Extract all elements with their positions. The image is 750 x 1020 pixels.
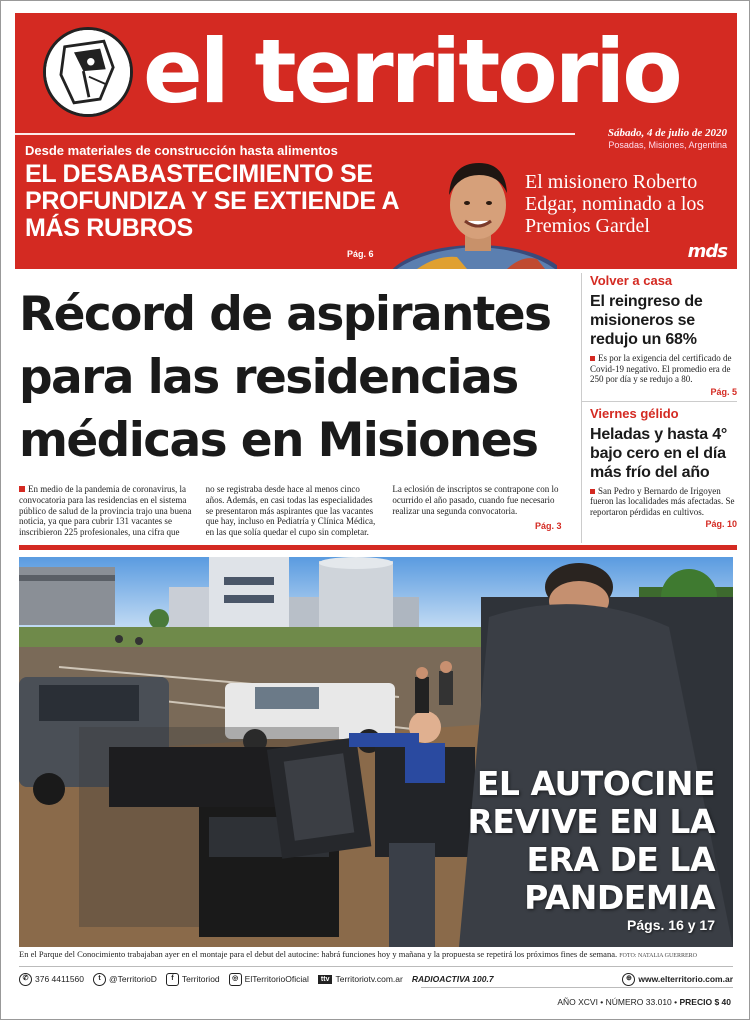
sidebar-page: Pág. 5 xyxy=(710,386,737,397)
main-headline: Récord de aspirantes para las residencias médicas en Misiones xyxy=(19,287,551,468)
sidebar-headline: Heladas y hasta 4° bajo cero en el día más frío del año xyxy=(590,425,728,481)
bullet-square-icon xyxy=(590,356,595,361)
sidebar-page: Pág. 10 xyxy=(705,519,737,529)
top-story-kicker: Desde materiales de construcción hasta alimentos xyxy=(25,143,338,158)
edition-date: Sábado, 4 de julio de 2020 xyxy=(607,127,727,139)
photo-credit: FOTO: NATALIA GUERRERO xyxy=(619,953,697,959)
bullet-square-icon xyxy=(590,489,595,494)
photo-story-headline: EL AUTOCINE REVIVE EN LA ERA DE LA PANDEMIA xyxy=(467,764,715,917)
footer-twitter[interactable]: t @TerritorioD xyxy=(93,973,157,986)
tv-logo-icon: ttv xyxy=(318,975,333,984)
logo-emblem-icon xyxy=(43,27,133,117)
footer xyxy=(19,971,733,987)
sidebar-headline: El reingreso de misioneros se redujo un 68% xyxy=(590,293,703,348)
footer-tv[interactable]: ttv Territoriotv.com.ar xyxy=(318,974,403,984)
footer-divider xyxy=(421,987,733,988)
photo-caption: En el Parque del Conocimiento trabajaban ayer en el montaje para el debut del autocine: habrá funciones hoy y mañana y la propuesta se repetirá los próximos fines de semana. FOTO: NATALIA GUERRERO xyxy=(19,949,697,959)
sidebar xyxy=(581,273,737,543)
footer-radio[interactable]: RADIOACTIVA 100.7 xyxy=(411,974,494,984)
bullet-square-icon xyxy=(19,486,25,492)
section-logo-mds: mds xyxy=(687,241,727,262)
footer-whatsapp[interactable]: ✆ 376 4411560 xyxy=(19,973,84,986)
sidebar-kicker: Volver a casa xyxy=(590,273,673,288)
main-story-column: no se registraba desde hace al menos cinco años. Además, en casi todas las especialidades se presentaron más aspirantes que las vacantes que hay, incluso en Pediatría y Clínica Médica, en las que solía quedar el cupo sin completar. xyxy=(205,484,376,538)
price: PRECIO $ 40 xyxy=(679,997,731,1007)
sidebar-story xyxy=(582,273,737,397)
brand-name: el territorio xyxy=(143,20,680,123)
instagram-icon: ◎ xyxy=(229,973,242,986)
footer-divider xyxy=(19,966,733,967)
edition-place: Posadas, Misiones, Argentina xyxy=(608,140,727,150)
whatsapp-icon: ✆ xyxy=(19,973,32,986)
main-story-body xyxy=(19,484,567,538)
footer-instagram[interactable]: ◎ ElTerritorioOficial xyxy=(229,973,309,986)
masthead xyxy=(15,13,737,269)
photo-story-page: Págs. 16 y 17 xyxy=(627,917,715,933)
main-story-page: Pág. 3 xyxy=(535,521,562,531)
main-story-column: La eclosión de inscriptos se contrapone con lo ocurrido el año pasado, cuando fue necesario realizar una segunda convocatoria. xyxy=(392,484,559,516)
globe-icon: ⊕ xyxy=(622,973,635,986)
masthead-divider xyxy=(15,133,575,135)
sidebar-body: Es por la exigencia del certificado de Covid-19 negativo. El promedio era de 250 por día y se redujo a 80. xyxy=(590,353,732,384)
sidebar-kicker: Viernes gélido xyxy=(590,405,679,421)
top-story-headline: EL DESABASTECIMIENTO SE PROFUNDIZA Y SE EXTIENDE A MÁS RUBROS xyxy=(25,160,399,242)
gardel-story-headline: El misionero Roberto Edgar, nominado a los Premios Gardel xyxy=(525,171,705,237)
sidebar-story xyxy=(582,406,737,530)
issue-info: AÑO XCVI • NÚMERO 33.010 • PRECIO $ 40 xyxy=(557,997,731,1007)
sidebar-divider xyxy=(582,401,737,402)
top-story-page: Pág. 6 xyxy=(347,249,374,259)
footer-website[interactable]: ⊕ www.elterritorio.com.ar xyxy=(622,973,733,986)
sidebar-body: San Pedro y Bernardo de Irigoyen fueron las localidades más afectadas. Se reportaron pérdidas en cultivos. xyxy=(590,485,735,517)
twitter-icon: t xyxy=(93,973,106,986)
facebook-icon: f xyxy=(166,973,179,986)
footer-facebook[interactable]: f Territoriod xyxy=(166,973,220,986)
drive-in-photo xyxy=(19,557,733,947)
section-divider xyxy=(19,545,737,550)
main-story-column: En medio de la pandemia de coronavirus, la convocatoria para las residencias en el sistema público de salud de la provincia trajo una buena noticia, ya que para cubrir 131 vacantes se inscribieron 225 profesionales, una cifra que xyxy=(19,484,192,538)
